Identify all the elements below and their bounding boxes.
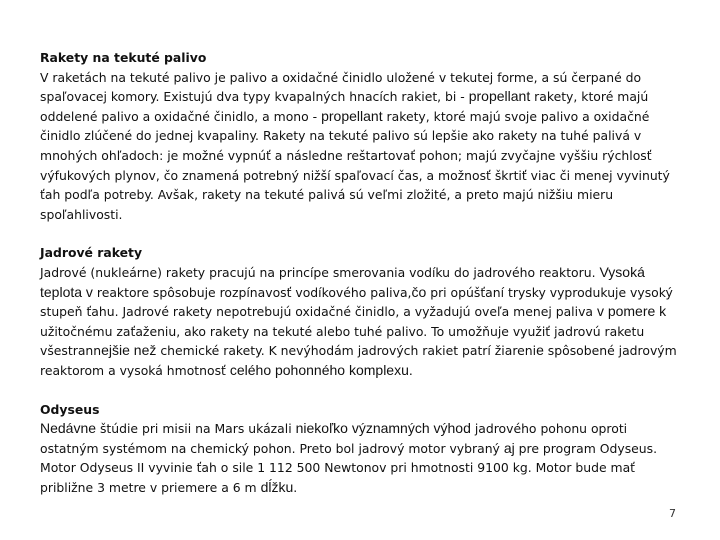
section-heading: Odyseus <box>40 401 100 417</box>
paragraph-text: . <box>293 479 298 495</box>
paragraph-text: spôsobené jadrovým reaktorom a vysoká hmotnosť <box>40 343 677 378</box>
section-paragraph <box>40 68 688 225</box>
paragraph-text-alt-font: e <box>536 342 544 359</box>
section-liquid-fuel-rockets <box>40 48 688 224</box>
paragraph-text-alt-font: celého pohonného komplexu. <box>229 361 413 378</box>
paragraph-text-alt-font: propellant <box>321 107 383 124</box>
paragraph-text: V raketách na tekuté palivo je palivo a oxidačné činidlo uložené v tekutej forme, a sú čerpané do spaľovacej komory. Existujú dva typy kvapalných hnacích rakiet, bi - <box>40 69 642 105</box>
paragraph-text-alt-font: ejšie než <box>101 342 157 359</box>
section-heading: Rakety na tekuté palivo <box>40 50 207 65</box>
paragraph-text-alt-font: propellant <box>468 88 531 105</box>
paragraph-text: chemické rakety. K nevýhodám jadrových rakiet patrí žiareni <box>156 343 537 359</box>
slide-content <box>40 48 688 497</box>
paragraph-text: rakety, ktoré majú svoje palivo a oxidačné činidlo zlúčené do jednej kvapaliny. Rakety na tekuté palivo sú lepšie ako rakety na tuhé palivá v mnohých ohľadoch: je možné vypnúť a následne reštartovať pohon; majú zvyčajne vyššiu rýchlosť výfukových plynov, čo znamená potrebný nižší spaľovací čas, a možnosť škrtiť viac či menej vyvinutý ťah podľa potreby. Avšak, rakety na tekuté palivá sú veľmi zložité, a preto majú nižšiu mieru spoľahlivosti. <box>40 108 670 222</box>
paragraph-text: reaktore spôsobuje rozpínavosť vodíkového paliva, <box>92 284 412 300</box>
paragraph-text: pre program Odyseus. Motor Odyseus II vyvinie ťah o sile 1 112 500 Newtonov pri hmotnosti 9100 kg. Motor bude mať približne 3 metre v priemere a 6 m <box>40 440 658 495</box>
section-odyseus <box>40 400 688 498</box>
section-nuclear-rockets <box>40 243 688 380</box>
paragraph-text: štúdie pri misii na Mars ukázali <box>99 421 296 437</box>
paragraph-text-alt-font: dĺžku <box>260 478 294 495</box>
paragraph-text: rakety, ktoré majú oddelené palivo a oxidačné činidlo, a mono - <box>40 89 649 124</box>
paragraph-text-alt-font: niekoľko významných výhod <box>295 420 471 437</box>
paragraph-text: pri opúšťaní trysky vyprodukuje vysoký stupeň ťahu. Jadrové rakety nepotrebujú oxidačné činidlo, a vyžadujú oveľa menej paliva <box>40 284 673 320</box>
paragraph-text: jadrového pohonu oproti ostatným systémom na chemický pohon. Preto bol jadrový motor vybraný <box>40 421 628 456</box>
section-paragraph <box>40 419 688 497</box>
section-paragraph <box>40 263 688 381</box>
paragraph-text: Jadrové (nukleárne) rakety pracujú na princípe smerovania vodíku do jadrového reaktoru. <box>40 264 600 280</box>
paragraph-text-alt-font: aj <box>503 439 515 456</box>
page-number: 7 <box>669 507 676 520</box>
paragraph-text: užitočnému zaťaženiu, ako rakety na tekuté alebo tuhé palivo. To umožňuje využiť jadrovú raketu všestrann <box>40 323 645 359</box>
section-heading: Jadrové rakety <box>40 245 143 261</box>
paragraph-text-alt-font: v pomere k <box>596 303 667 320</box>
paragraph-text-alt-font: Vysoká teplota v <box>40 263 645 300</box>
paragraph-text-alt-font: čo <box>411 283 427 300</box>
paragraph-text-alt-font: Nedávne <box>40 420 100 437</box>
